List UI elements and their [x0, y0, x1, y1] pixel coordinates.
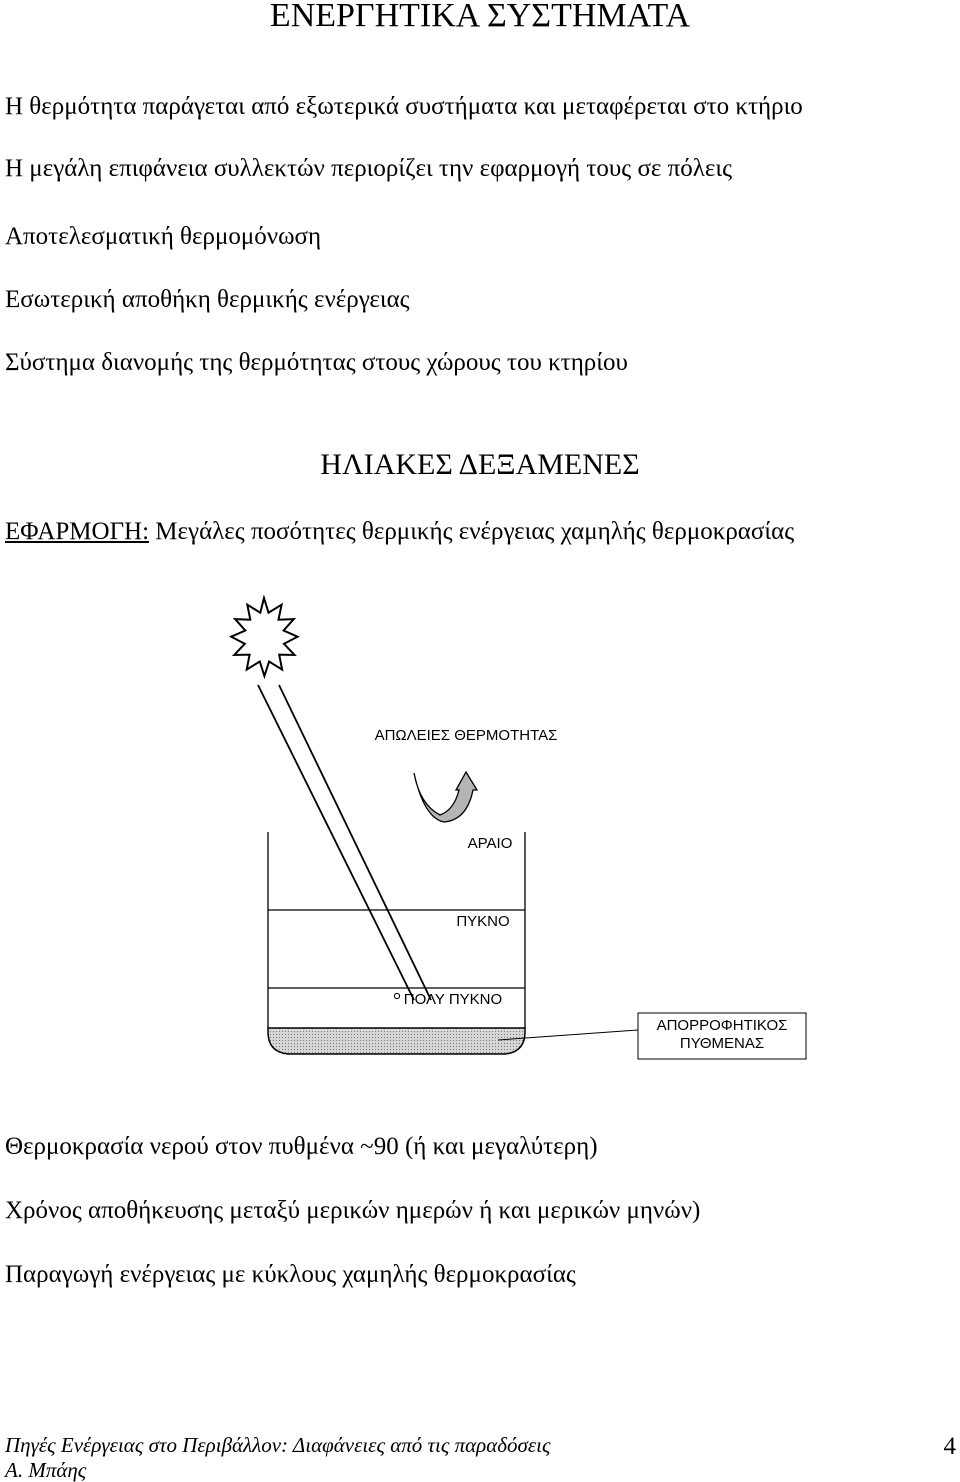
application-text: Μεγάλες ποσότητες θερμικής ενέργειας χαμηλής θερμοκρασίας: [149, 518, 795, 545]
absorber-label-line-2: ΠΥΘΜΕΝΑΣ: [679, 1035, 765, 1052]
intro-line-2: Η μεγάλη επιφάνεια συλλεκτών περιορίζει την εφαρμογή τους σε πόλεις: [5, 155, 733, 182]
intro-line-5: Σύστημα διανομής της θερμότητας στους χώρους του κτηρίου: [5, 349, 628, 376]
layer-middle-label: ΠΥΚΝΟ: [456, 913, 510, 930]
note-line-3: Παραγωγή ενέργειας με κύκλους χαμηλής θερμοκρασίας: [5, 1261, 576, 1288]
note-line-1: Θερμοκρασία νερού στον πυθμένα ~90 (ή και μεγαλύτερη): [5, 1133, 598, 1160]
heat-loss-arrow-icon: [414, 772, 477, 822]
footer-source: Πηγές Ενέργειας στο Περιβάλλον: Διαφάνειες από τις παραδόσεις: [5, 1433, 551, 1457]
intro-line-1: Η θερμότητα παράγεται από εξωτερικά συστήματα και μεταφέρεται στο κτήριο: [5, 93, 803, 120]
intro-line-4: Εσωτερική αποθήκη θερμικής ενέργειας: [5, 286, 410, 313]
application-line: [5, 517, 794, 547]
layer-top-label: ΑΡΑΙΟ: [467, 835, 513, 852]
absorbing-bottom: [268, 1028, 525, 1054]
footer-author: Α. Μπάης: [5, 1458, 87, 1482]
application-label: ΕΦΑΡΜΟΓΗ:: [5, 518, 150, 545]
page-title: ΕΝΕΡΓΗΤΙΚΑ ΣΥΣΤΗΜΑΤΑ: [269, 0, 691, 34]
note-line-2: Χρόνος αποθήκευσης μεταξύ μερικών ημερών ή και μερικών μηνών): [5, 1197, 701, 1224]
sun-icon: [231, 598, 297, 676]
heat-loss-label: ΑΠΩΛΕΙΕΣ ΘΕΡΜΟΤΗΤΑΣ: [374, 727, 558, 744]
page-number: 4: [943, 1433, 956, 1460]
section-title: ΗΛΙΑΚΕΣ ΔΕΞΑΜΕΝΕΣ: [320, 448, 640, 481]
layer-bottom-label: ΠΟΛΥ ΠΥΚΝΟ: [403, 991, 503, 1008]
intro-line-3: Αποτελεσματική θερμομόνωση: [5, 223, 322, 250]
solar-pond-diagram: [0, 590, 960, 1070]
degree-mark: [394, 993, 399, 998]
absorber-label-line-1: ΑΠΟΡΡΟΦΗΤΙΚΟΣ: [656, 1017, 788, 1034]
